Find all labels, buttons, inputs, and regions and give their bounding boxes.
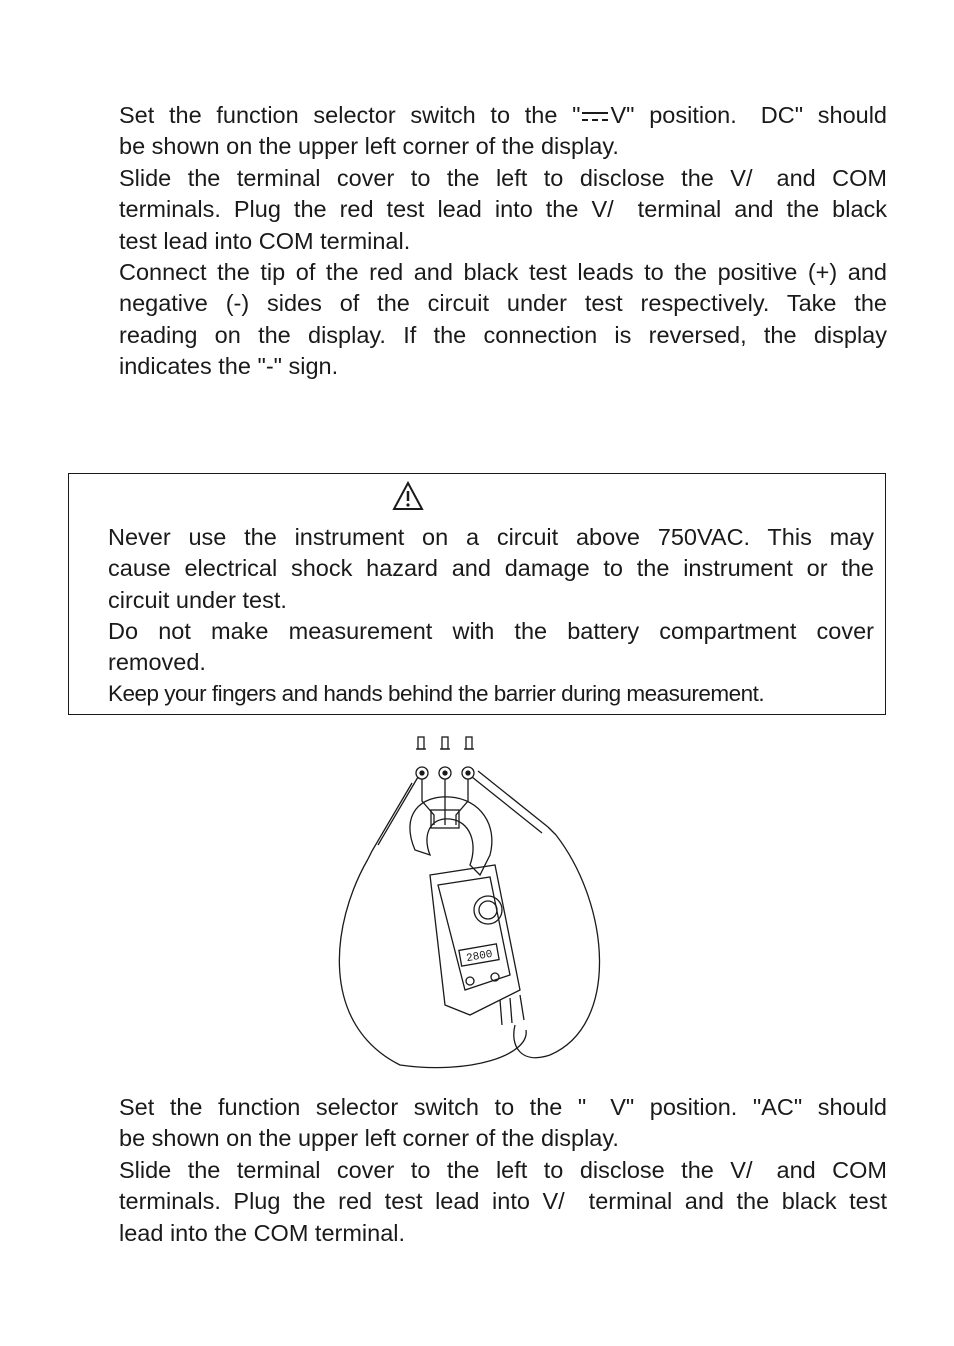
dc-step-2: Slide the terminal cover to the left to disclose the V/ and COM terminals. Plug the red test lead into the V/ terminal and the black test lead into COM terminal.: [119, 165, 888, 254]
circuit-terminal-icon: [416, 737, 474, 749]
warning-item-3: Keep your fingers and hands behind the barrier during measurement.: [108, 681, 765, 706]
ac-step-1: Set the function selector switch to the " V" position. "AC" should be shown on the upper left corner of the display.: [119, 1094, 887, 1152]
meter-display-reading: 2800: [465, 948, 494, 966]
dc-step-1: Set the function selector switch to the " V" position. DC" should be shown on the upper left corner of the display.: [119, 102, 888, 160]
warning-triangle-icon: [392, 481, 424, 511]
dc-voltage-symbol-icon: [581, 110, 609, 124]
warning-item-2: Do not make measurement with the battery compartment cover removed.: [108, 618, 874, 676]
warning-item-1: Never use the instrument on a circuit above 750VAC. This may cause electrical shock hazard and damage to the instrument or the circuit under test.: [108, 524, 874, 613]
clamp-meter-illustration: [320, 725, 640, 1075]
dc-step-3: Connect the tip of the red and black test leads to the positive (+) and negative (-) sides of the circuit under test respectively. Take the reading on the display. If the connection is reversed, the display indicates the "-" sign.: [119, 259, 887, 379]
ac-step-2: Slide the terminal cover to the left to disclose the V/ and COM terminals. Plug the red test lead into V/ terminal and the black test lead into the COM terminal.: [119, 1157, 888, 1246]
